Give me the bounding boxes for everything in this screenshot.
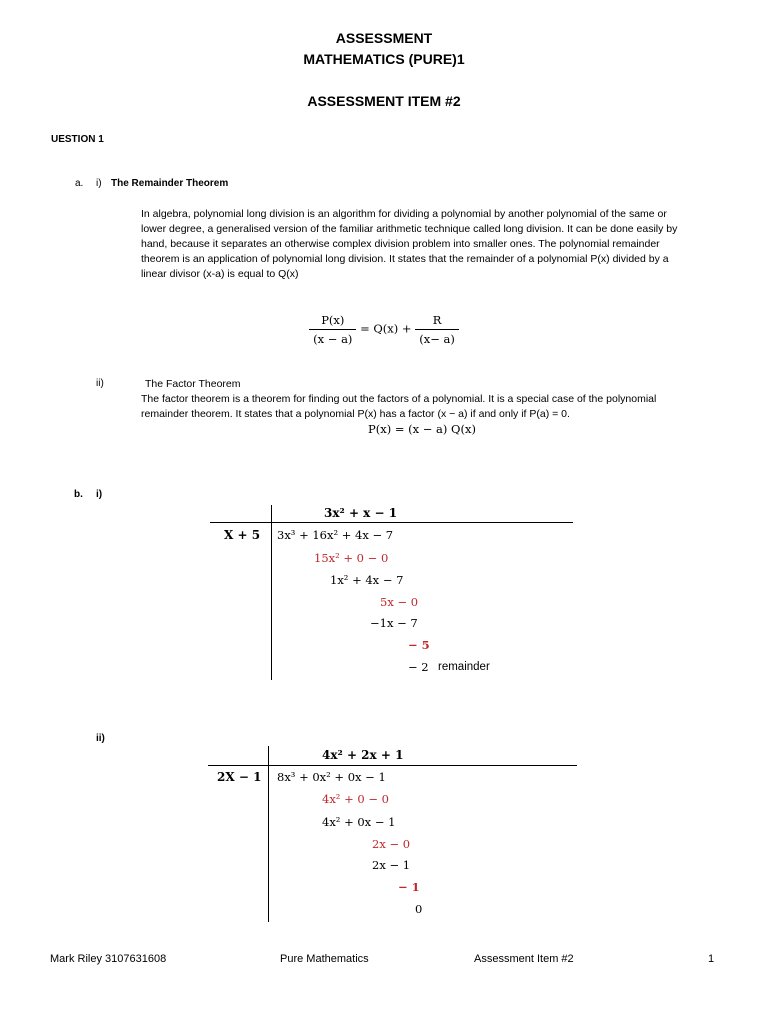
assessment-item-title: ASSESSMENT ITEM #2: [307, 93, 461, 109]
division-1-dividend: 3x³ + 16x² + 4x − 7: [277, 528, 394, 542]
part-b-label: b.: [74, 489, 83, 500]
division-2-dividend: 8x³ + 0x² + 0x − 1: [277, 770, 386, 784]
formula-fraction-left: $\frac{P(x)}{(x - a)}$: [309, 313, 356, 346]
remainder-formula: [0, 313, 768, 346]
division-2-step: 0: [415, 902, 423, 916]
formula-fraction-right: $\frac{R}{(x- a)}$: [415, 313, 459, 346]
division-2-quotient: 4x² + 2x + 1: [322, 748, 404, 762]
division-1-step: − 2: [408, 660, 429, 674]
factor-formula: P(x) = (x − a) Q(x): [368, 422, 476, 436]
division-2-step: 2x − 0: [372, 837, 411, 851]
division-1-step: 1x² + 4x − 7: [330, 573, 404, 587]
factor-theorem-title: The Factor Theorem: [145, 378, 241, 390]
doc-title: ASSESSMENT: [335, 30, 433, 46]
division-2-divider: [268, 746, 269, 922]
division-1-step: −1x − 7: [370, 616, 418, 630]
remainder-theorem-paragraph: [141, 207, 741, 282]
division-1-top-rule: [210, 522, 573, 523]
division-2-divisor: 2X − 1: [217, 770, 262, 784]
paragraph-line: hand, because it separates an otherwise complex division problem into smaller ones. The polynomial remainder: [141, 238, 660, 250]
division-2-step: 4x² + 0x − 1: [322, 815, 396, 829]
part-a-ii-label: ii): [96, 378, 104, 389]
footer-subject: Pure Mathematics: [280, 953, 369, 965]
remainder-label: remainder: [438, 661, 490, 673]
division-1-divisor: X + 5: [224, 528, 261, 542]
footer-item: Assessment Item #2: [474, 953, 574, 965]
page-number: 1: [708, 953, 715, 965]
division-2-step: − 1: [398, 880, 420, 894]
division-2-step: 2x − 1: [372, 858, 411, 872]
formula-middle: = Q(x) +: [360, 321, 412, 336]
division-1-quotient: 3x² + x − 1: [324, 506, 398, 520]
division-2-top-rule: [208, 765, 577, 766]
doc-subtitle: MATHEMATICS (PURE)1: [303, 51, 465, 67]
part-b-i-label: i): [96, 489, 103, 500]
division-1-step: 15x² + 0 − 0: [314, 551, 389, 565]
paragraph-line: linear divisor (x-a) is equal to Q(x): [141, 268, 299, 280]
division-1-step: − 5: [408, 638, 430, 652]
division-1-divider: [271, 505, 272, 680]
part-b-ii-label: ii): [96, 733, 105, 744]
question-heading: UESTION 1: [51, 134, 104, 145]
division-1-step: 5x − 0: [380, 595, 419, 609]
division-2-step: 4x² + 0 − 0: [322, 792, 389, 806]
paragraph-line: lower degree, a generalised version of the familiar arithmetic technique called long division. It can be done easily by: [141, 223, 678, 235]
remainder-theorem-title: The Remainder Theorem: [111, 178, 229, 189]
factor-theorem-paragraph: [141, 392, 741, 422]
paragraph-line: theorem is an application of polynomial long division. It states that the remainder of a polynomial P(x) divided by a: [141, 253, 669, 265]
paragraph-line: remainder theorem. It states that a polynomial P(x) has a factor (x − a) if and only if P(a) = 0.: [141, 408, 570, 420]
part-a-label: a.: [75, 178, 84, 189]
paragraph-line: In algebra, polynomial long division is an algorithm for dividing a polynomial by another polynomial of the same or: [141, 208, 667, 220]
paragraph-line: The factor theorem is a theorem for finding out the factors of a polynomial. It is a special case of the polynomial: [141, 393, 657, 405]
part-a-i-label: i): [96, 178, 102, 189]
footer-author: Mark Riley 3107631608: [50, 953, 167, 965]
